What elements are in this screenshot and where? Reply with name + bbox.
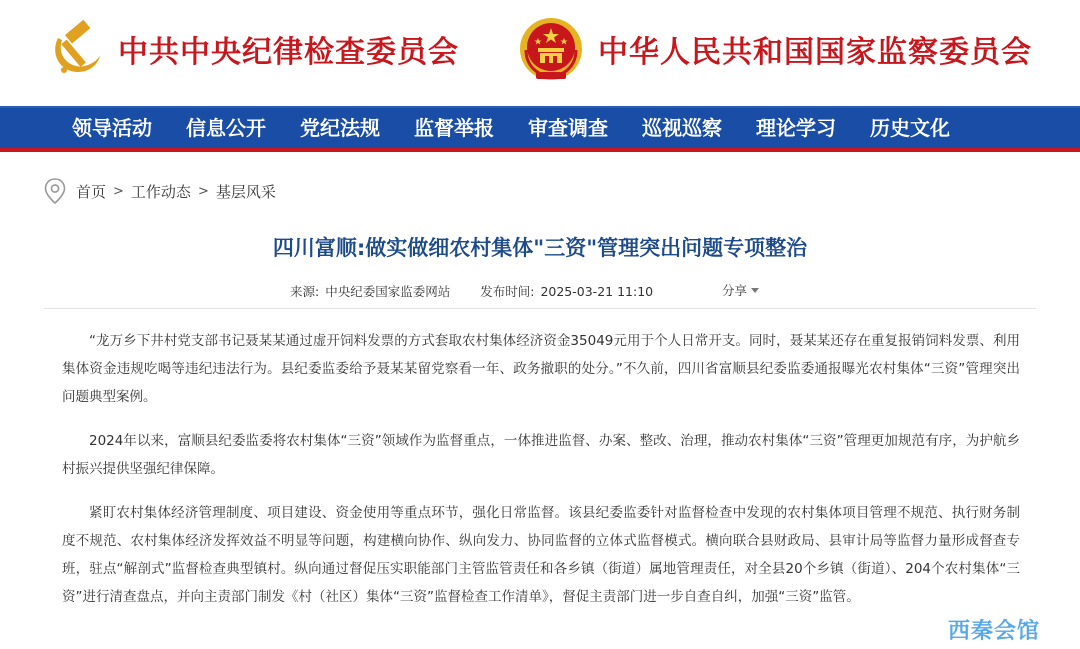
breadcrumb-grassroots[interactable]: 基层风采 (215, 182, 276, 201)
nav-accent-bar (0, 148, 1080, 152)
breadcrumb (44, 178, 276, 204)
location-pin-icon (44, 178, 66, 204)
article-body (62, 327, 1020, 627)
share-label: 分享 (722, 283, 748, 298)
main-nav (0, 106, 1080, 148)
watermark: 西秦会馆 (948, 619, 1041, 644)
nsc-title: 中华人民共和国国家监察委员会 (598, 35, 1032, 70)
nav-item-theory-study[interactable]: 理论学习 (756, 116, 836, 140)
nav-item-party-regulations[interactable]: 党纪法规 (300, 116, 380, 140)
share-button[interactable] (722, 281, 759, 299)
party-emblem-icon (44, 18, 106, 80)
source-label: 来源: (290, 284, 320, 299)
time-value: 2025-03-21 11:10 (540, 283, 654, 299)
ccdi-title: 中共中央纪律检查委员会 (118, 35, 459, 70)
paragraph: 紧盯农村集体经济管理制度、项目建设、资金使用等重点环节，强化日常监督。该县纪委监委针对监督检查中发现的农村集体项目管理不规范、执行财务制度不规范、农村集体经济发挥效益不明显等问题，构建横向协作、纵向发力、协同监督的立体式监督模式。横向联合县财政局、县审计局等监督力量形成督查专班，驻点“解剖式”监督检查典型镇村。纵向通过督促压实职能部门主管监管责任和各乡镇（街道）属地管理责任，对全县20个乡镇（街道）、204个农村集体“三资”进行清查盘点，并向主责部门制发《村（社区）集体“三资”监督检查工作清单》，督促主责部门进一步自查自纠，加强“三资”监管。 (62, 505, 1020, 605)
breadcrumb-separator: > (113, 183, 124, 199)
article-title: 四川富顺:做实做细农村集体"三资"管理突出问题专项整治 (272, 236, 808, 260)
breadcrumb-home[interactable]: 首页 (76, 182, 107, 201)
nav-item-info-disclosure[interactable]: 信息公开 (186, 116, 266, 140)
nav-item-history-culture[interactable]: 历史文化 (870, 116, 950, 140)
article-meta (290, 282, 653, 300)
nav-item-supervision-report[interactable]: 监督举报 (414, 116, 494, 140)
nav-item-inspection[interactable]: 巡视巡察 (642, 116, 722, 140)
ccdi-logo[interactable] (44, 18, 459, 80)
source-value: 中央纪委国家监委网站 (325, 284, 451, 299)
chevron-down-icon (751, 288, 759, 293)
breadcrumb-work-news[interactable]: 工作动态 (130, 182, 191, 201)
national-emblem-icon (518, 16, 584, 82)
breadcrumb-separator: > (197, 183, 209, 199)
site-header (0, 0, 1080, 106)
paragraph: “龙万乡下井村党支部书记聂某某通过虚开饲料发票的方式套取农村集体经济资金35049元用于个人日常开支。同时，聂某某还存在重复报销饲料发票、利用集体资金违规吃喝等违纪违法行为。县纪委监委给予聂某某留党察看一年、政务撤职的处分。”不久前，四川省富顺县纪委监委通报曝光农村集体“三资”管理突出问题典型案例。 (62, 333, 1020, 405)
nav-item-leadership[interactable]: 领导活动 (72, 116, 152, 140)
meta-divider (44, 308, 1036, 309)
nav-item-investigation[interactable]: 审查调查 (528, 116, 608, 140)
paragraph: 2024年以来，富顺县纪委监委将农村集体“三资”领域作为监督重点，一体推进监督、办案、整改、治理，推动农村集体“三资”管理更加规范有序，为护航乡村振兴提供坚强纪律保障。 (62, 433, 1020, 477)
time-label: 发布时间: (480, 284, 535, 299)
nsc-logo[interactable] (518, 16, 1032, 82)
